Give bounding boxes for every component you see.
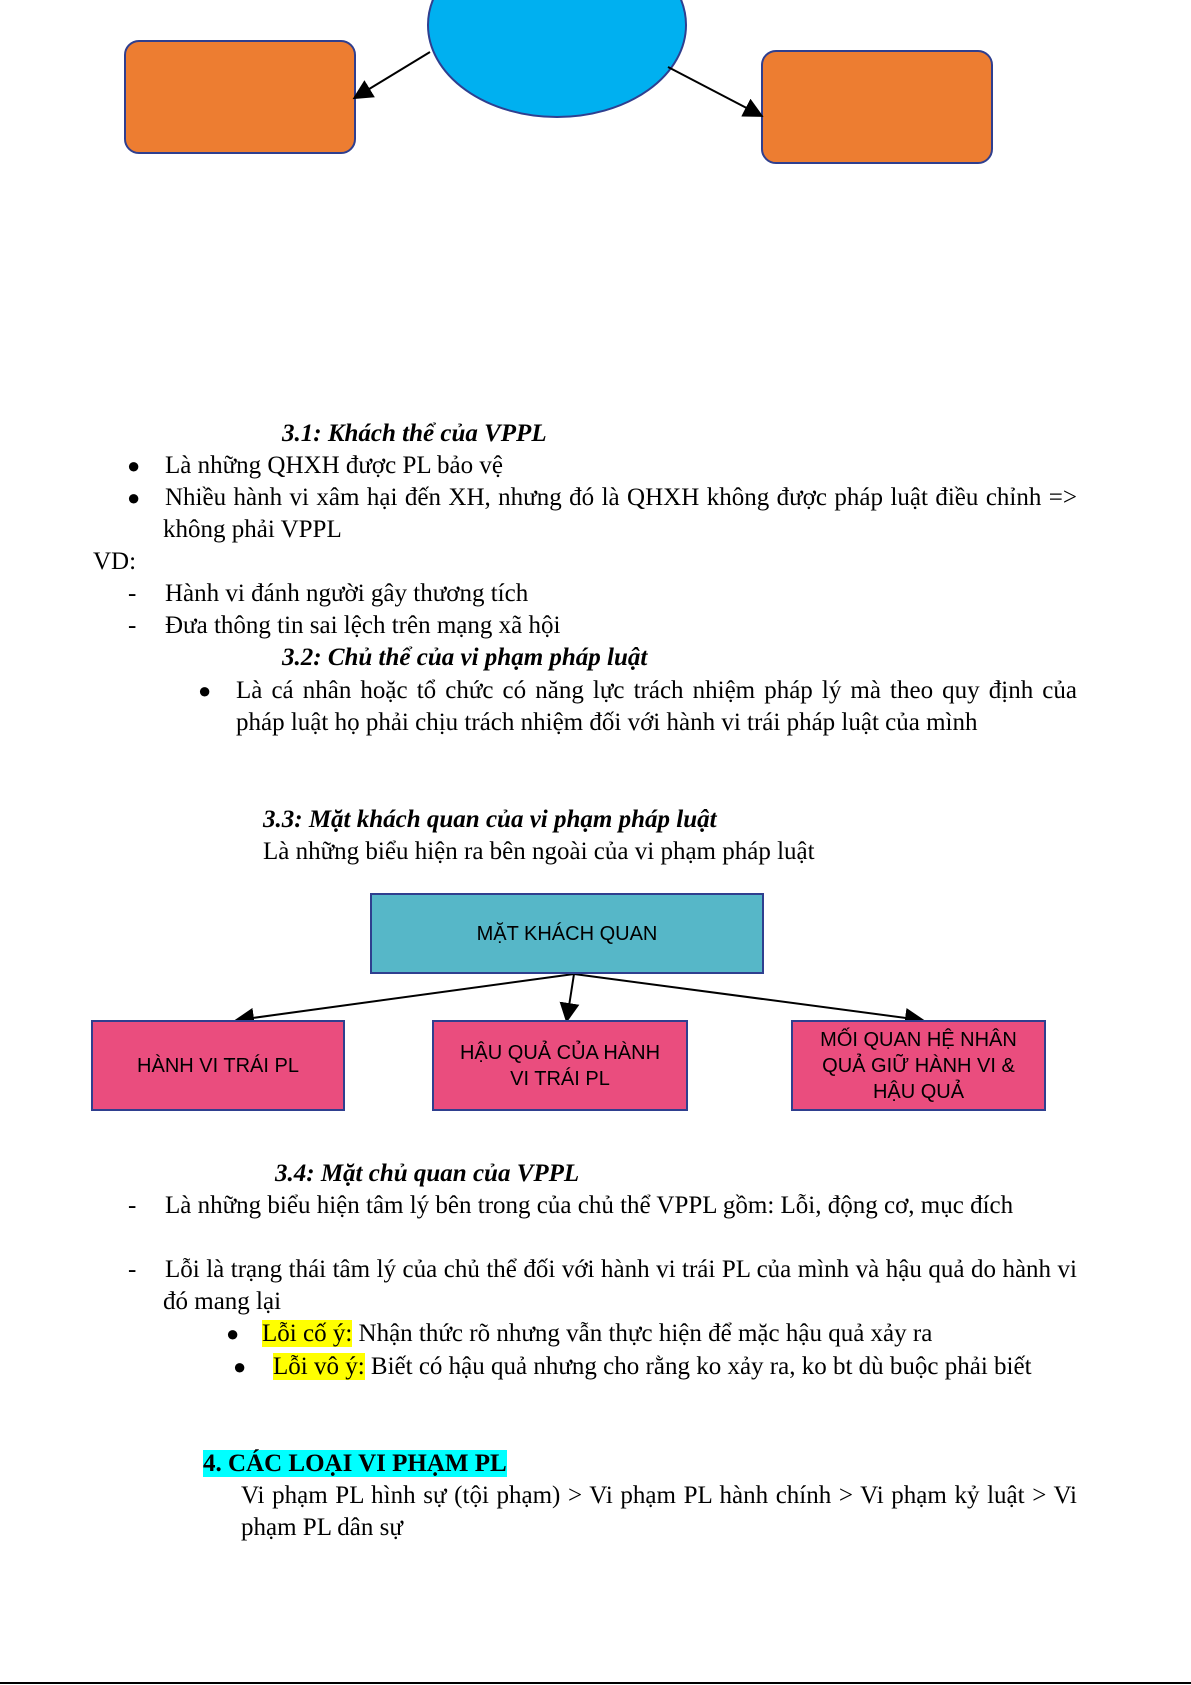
bullet-icon: ●: [127, 453, 141, 478]
connector-arrow: [238, 974, 574, 1020]
paragraph: Là những biểu hiện ra bên ngoài của vi phạm pháp luật: [263, 838, 815, 865]
heading-4-highlight: 4. CÁC LOẠI VI PHẠM PL: [203, 1450, 507, 1477]
connector-arrow: [567, 974, 574, 1019]
fault-intentional: [262, 1318, 932, 1350]
example-item: Đưa thông tin sai lệch trên mạng xã hội: [165, 612, 561, 639]
dash-icon: -: [128, 612, 137, 639]
diagram-root-box: MẶT KHÁCH QUAN: [370, 893, 764, 974]
heading-3-1: 3.1: Khách thể của VPPL: [282, 420, 547, 447]
dash-icon: -: [128, 1192, 137, 1219]
heading-3-2: 3.2: Chủ thể của vi phạm pháp luật: [282, 644, 648, 671]
diagram-child-box: MỐI QUAN HỆ NHÂN QUẢ GIỮ HÀNH VI & HẬU QUẢ: [791, 1020, 1046, 1111]
example-label: VD:: [93, 548, 137, 575]
paragraph: Vi phạm PL hình sự (tội phạm) > Vi phạm PL hành chính > Vi phạm kỷ luật > Vi phạm PL dân sự: [241, 1482, 1077, 1541]
fault-unintentional: [163, 1351, 1077, 1383]
dash-text: Lỗi là trạng thái tâm lý của chủ thể đối với hành vi trái PL của mình và hậu quả do hành vi đó mang lại: [163, 1256, 1077, 1315]
dash-icon: -: [128, 580, 137, 607]
bullet-icon: ●: [233, 1354, 247, 1379]
fault-label-highlight: Lỗi cố ý:: [262, 1320, 353, 1347]
fault-text: Nhận thức rõ nhưng vẫn thực hiện để mặc hậu quả xảy ra: [352, 1320, 933, 1347]
bullet-text: Là những QHXH được PL bảo vệ: [165, 452, 503, 479]
bullet-icon: ●: [226, 1321, 240, 1346]
fault-text: Biết có hậu quả nhưng cho rằng ko xảy ra, ko bt dù buộc phải biết: [364, 1353, 1032, 1380]
dash-text: Là những biểu hiện tâm lý bên trong của chủ thể VPPL gồm: Lỗi, động cơ, mục đích: [165, 1192, 1014, 1219]
heading-4: [203, 1448, 507, 1480]
bullet-text: Là cá nhân hoặc tổ chức có năng lực trách nhiệm pháp lý mà theo quy định của pháp luật họ phải chịu trách nhiệm đối với hành vi trái pháp luật của mình: [236, 677, 1077, 736]
bullet-icon: ●: [127, 485, 141, 510]
dash-icon: -: [128, 1256, 137, 1283]
footer-rule: [0, 1682, 1191, 1684]
heading-3-4: 3.4: Mặt chủ quan của VPPL: [275, 1160, 580, 1187]
diagram-child-box: HÀNH VI TRÁI PL: [91, 1020, 345, 1111]
heading-3-3: 3.3: Mặt khách quan của vi phạm pháp luật: [263, 806, 717, 833]
diagram-child-box: HẬU QUẢ CỦA HÀNH VI TRÁI PL: [432, 1020, 688, 1111]
connector-arrow: [574, 974, 921, 1020]
bullet-text: Nhiều hành vi xâm hại đến XH, nhưng đó là QHXH không được pháp luật điều chỉnh => không phải VPPL: [163, 484, 1077, 543]
fault-label-highlight: Lỗi vô ý:: [273, 1353, 365, 1380]
bullet-icon: ●: [198, 678, 212, 703]
example-item: Hành vi đánh người gây thương tích: [165, 580, 529, 607]
